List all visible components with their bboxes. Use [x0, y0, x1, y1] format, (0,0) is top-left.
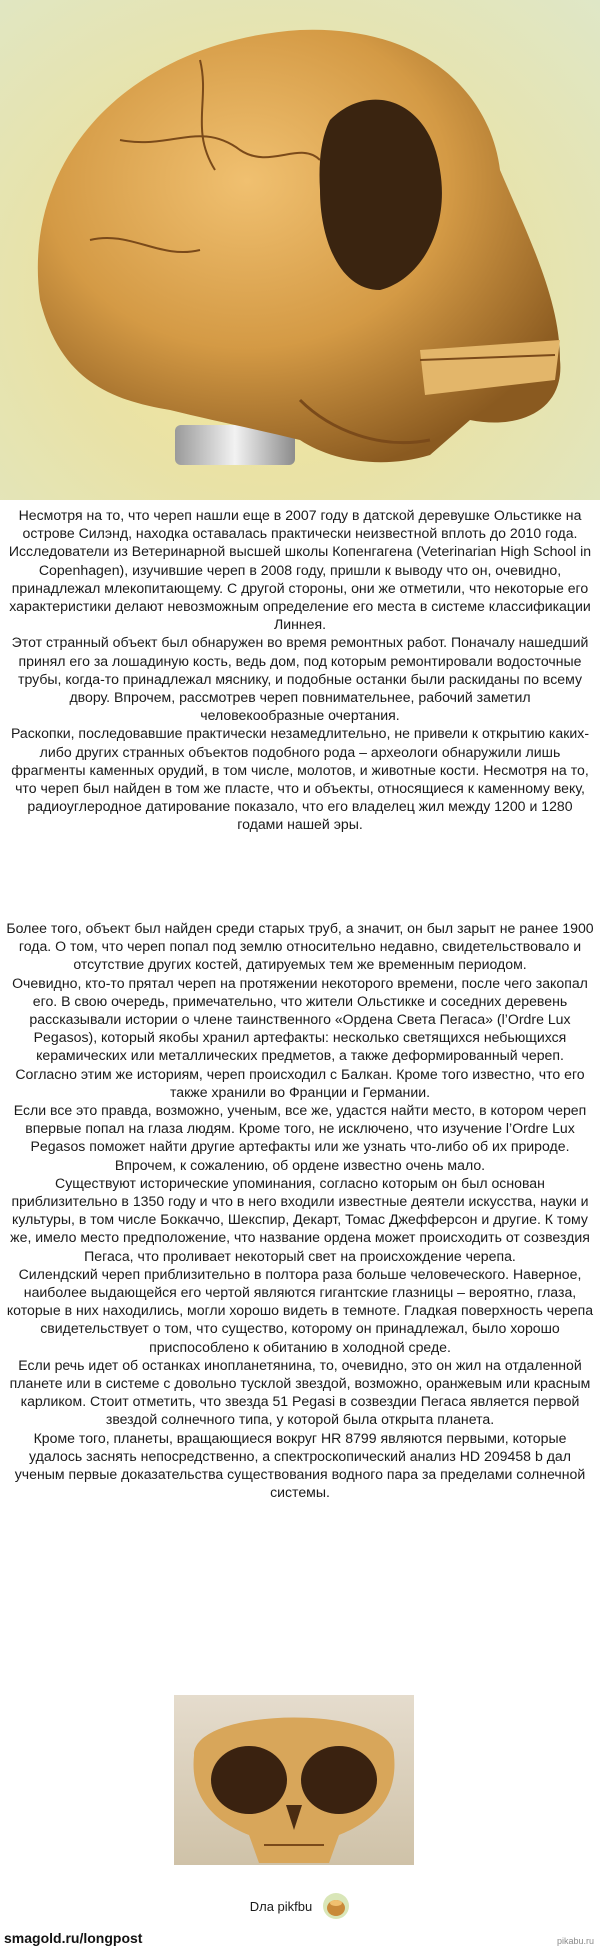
paragraph: Если все это правда, возможно, ученым, все же, удастся найти место, в котором череп впервые попал на глаза людям. Кроме того, не исключено, что изучение l’Ordre Lux Pegasos поможет найти другие артефакты или же узнать что-либо об их природе. Впрочем, к сожалению, об ордене известно очень мало. [13, 1102, 587, 1173]
avatar-icon [322, 1892, 350, 1920]
left-eye-socket [211, 1746, 287, 1814]
caption-text: Dлa pikfbu [249, 1898, 313, 1914]
paragraph: Существуют исторические упоминания, согласно которым он был основан приблизительно в 1350 году и что в него входили известные деятели искусства, науки и культуры, в том числе Боккаччо, Шекспир, Декарт, Томас Джефферсон и другие. К тому же, имело место предположение, что название ордена может происходить от созвездия Пегаса, что проливает некоторый свет на происхождение черепа. [10, 1174, 590, 1264]
paragraph: Очевидно, кто-то прятал череп на протяжении некоторого времени, после чего закопал его. В свою очередь, примечательно, что жители Ольстикке и соседних деревень рассказывали истории о члене таинственного «Ордена Света Пегаса» (l’Ordre Lux Pegasos), который якобы хранил артефакты: несколько светящихся небьющихся керамических или металлических предметов, а также деформированный череп. Согласно этим же историям, череп происходил с Балкан. Кроме того известно, что его также хранили во Франции и Германии. [12, 974, 588, 1100]
skull-photo [0, 0, 600, 500]
paragraph: Раскопки, последовавшие практически незамедлительно, не привели к открытию каких-либо других странных объектов подобного рода – археологи обнаружили лишь фрагменты каменных орудий, в том числе, молотов, и животные кости. Несмотря на то, что череп был найден в том же пласте, что и объекты, относящиеся к каменному веку, радиоуглеродное датирование показало, что его владелец жил между 1200 и 1280 годами нашей эры. [10, 725, 590, 833]
right-eye-socket [301, 1746, 377, 1814]
paragraph: Более того, объект был найден среди старых труб, а значит, он был зарыт не ранее 1900 года. О том, что череп попал под землю относительно недавно, свидетельствовало и отсутствие других костей, датируемых тем же временным периодом. [6, 920, 594, 973]
paragraph: Несмотря на то, что череп нашли еще в 2007 году в датской деревушке Ольстикке на острове Силэнд, находка оставалась практически неизвестной вплоть до 2010 года. Исследователи из Ветеринарной высшей школы Копенгагена (Veterinarian High School in Copenhagen), изучившие череп в 2008 году, пришли к выводу что он, очевидно, принадлежал млекопитающему. С другой стороны, они же отметили, что некоторые его характеристики делают невозможным определение его места в системе классификации Линнея. [8, 507, 592, 633]
caption [0, 1892, 600, 1920]
paragraph: Если речь идет об останках инопланетянина, то, очевидно, это он жил на отдаленной планете или в системе с довольно тусклой звездой, возможно, оранжевым или красным карликом. Стоит отметить, что звезда 51 Pegasi в созвездии Пегаса является первой звездой солнечного типа, у которой была открыта планета. [9, 1356, 591, 1428]
skull-illustration [0, 0, 600, 500]
paragraph: Этот странный объект был обнаружен во время ремонтных работ. Поначалу нашедший принял его за лошадиную кость, ведь дом, под которым ремонтировали водосточные трубы, когда-то принадлежал мяснику, и подобные останки были раскиданы по всему двору. Впрочем, рассмотрев череп повнимательнее, рабочий заметил человекообразные очертания. [11, 634, 589, 724]
watermark: pikabu.ru [556, 1936, 594, 1946]
skull-front-illustration [174, 1695, 414, 1865]
paragraph: Кроме того, планеты, вращающиеся вокруг HR 8799 являются первыми, которые удалось заснять непосредственно, а спектроскопический анализ HD 209458 b дал ученым первые доказательства существования водного пара за пределами солнечной системы. [14, 1429, 586, 1501]
site-url: smagold.ru/longpost [4, 1930, 143, 1946]
paragraph: Силендский череп приблизительно в полтора раза больше человеческого. Наверное, наиболее выдающейся его чертой являются гигантские глазницы – вероятно, глаза, которые в них находились, могли хорошо видеть в темноте. Гладкая поверхность черепа свидетельствует о том, что существо, которому он принадлежал, было хорошо приспособлено к обитанию в холодной среде. [6, 1265, 594, 1355]
skull-shape [38, 30, 561, 462]
article-block-1 [6, 506, 594, 834]
skull-front-photo [174, 1695, 414, 1865]
article-block-2 [6, 919, 594, 1502]
